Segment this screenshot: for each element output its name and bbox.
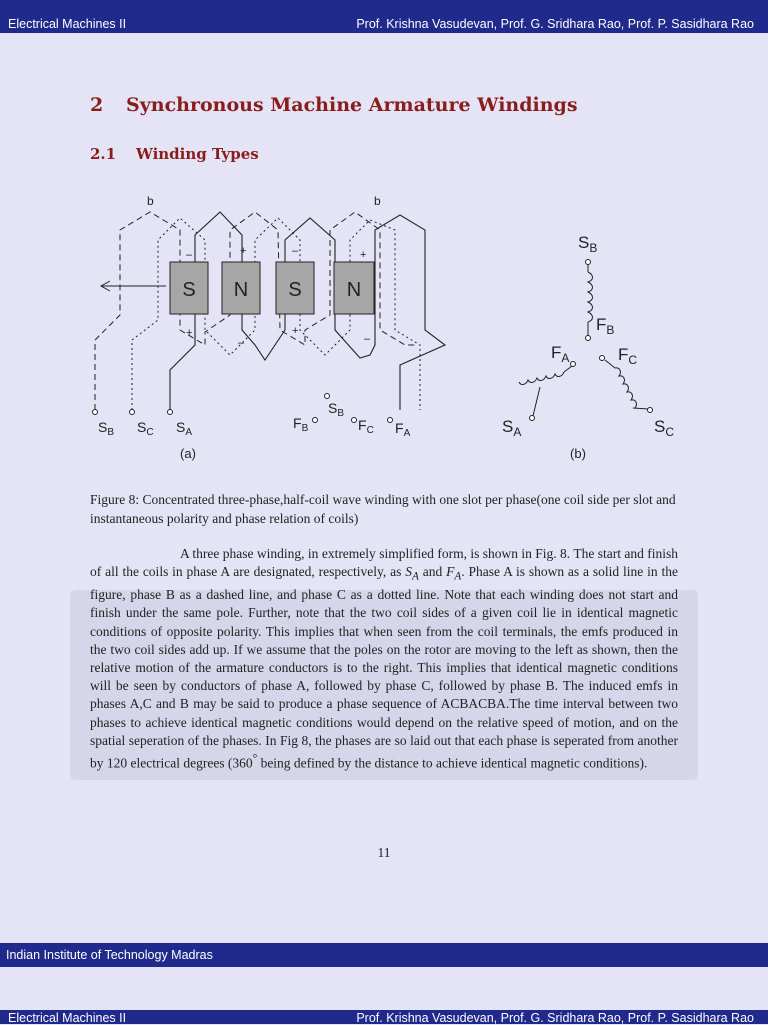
- footer-institute: Indian Institute of Technology Madras: [6, 948, 213, 962]
- paragraph-part-2: and: [418, 564, 447, 580]
- terminal-sa: $S_A$: [176, 419, 193, 438]
- symbol-sa: $S_A$: [405, 564, 419, 583]
- star-terminal-sa: $S_A$: [502, 417, 522, 439]
- pole-label-4: N: [346, 279, 362, 301]
- paragraph-part-4: being defined by the distance to achieve identical magnetic conditions).: [257, 755, 648, 771]
- bottom-header-bar: [0, 1010, 768, 1024]
- polarity-mark-2: +: [240, 245, 247, 257]
- star-coils: [519, 264, 648, 416]
- polarity-mark-8: –: [364, 333, 371, 345]
- terminal-fa: $F_A$: [395, 420, 411, 439]
- paragraph-part-1: A three phase winding, in extremely simplified form, is shown in Fig. 8. The start and finish of all the coils in phase A are designated, respectively, as: [90, 546, 678, 580]
- pole-label-1: S: [182, 279, 196, 301]
- terminal-sc: $S_C$: [137, 419, 154, 438]
- panel-b-label: (b): [570, 446, 586, 461]
- footer-bar: [0, 943, 768, 967]
- section-number: 2: [90, 94, 104, 116]
- header-course-title: Electrical Machines II: [8, 17, 127, 31]
- star-terminal-fb: $F_B$: [596, 315, 615, 337]
- pole-label-2: N: [233, 279, 249, 301]
- degree-symbol: °: [252, 752, 258, 765]
- panel-a-label: (a): [180, 446, 196, 461]
- terminal-sb-right: $S_B$: [328, 400, 345, 419]
- section-heading: [90, 94, 578, 116]
- top-label-b-left: b: [147, 194, 154, 208]
- star-diagram-b: [502, 233, 674, 461]
- polarity-mark-6: –: [238, 337, 245, 349]
- star-terminal-sc: $S_C$: [654, 417, 675, 439]
- star-terminal-fa: $F_A$: [551, 343, 570, 365]
- symbol-fa: $F_A$: [446, 564, 462, 583]
- paragraph-part-3: . Phase A is shown as a solid line in the figure, phase B as a dashed line, and phase C as a dotted line. Note that each winding does not start and finish under the same pole. Further, note that the two coil sides of a given coil lie in identical magnetic conditions of opposite polarity. This implies that when seen from the coil terminals, the emfs produced in the two coil sides add up. If we assume that the poles on the rotor are moving to the left as shown, then the relative motion of the armature conductors is to the right. This implies that identical magnetic conditions will be seen by conductors of phase A, followed by phase C, followed by phase B. The induced emfs in phases A,C and B may be said to produce a phase sequence of ACBACBA.The time interval between two phases to achieve identical magnetic conditions would depend on the relative speed of motion, and on the spatial seperation of the phases. In Fig 8, the phases are so laid out that each phase is seperated from another by 120 electrical degrees (360: [90, 564, 678, 771]
- polarity-mark-1: –: [186, 249, 193, 261]
- winding-figure: [70, 180, 710, 470]
- motion-arrow: [101, 281, 166, 291]
- body-paragraph: [90, 545, 678, 773]
- rotor-poles: [170, 262, 374, 314]
- polarity-mark-7: +: [292, 325, 299, 337]
- star-terminal-fc: $F_C$: [618, 345, 638, 367]
- subsection-heading: [90, 145, 259, 163]
- top-header-bar: [0, 0, 768, 33]
- bottom-authors: Prof. Krishna Vasudevan, Prof. G. Sridhara Rao, Prof. P. Sasidhara Rao: [356, 1011, 754, 1025]
- header-authors: Prof. Krishna Vasudevan, Prof. G. Sridhara Rao, Prof. P. Sasidhara Rao: [356, 17, 754, 31]
- pole-label-3: S: [288, 279, 302, 301]
- subsection-number: 2.1: [90, 145, 117, 163]
- top-label-b-right: b: [374, 194, 381, 208]
- winding-diagram-a: [93, 194, 446, 461]
- polarity-mark-3: –: [292, 245, 299, 257]
- section-title: Synchronous Machine Armature Windings: [126, 94, 578, 116]
- terminal-fc: $F_C$: [358, 417, 374, 436]
- terminal-fb: $F_B$: [293, 415, 309, 434]
- polarity-mark-4: +: [360, 249, 367, 261]
- star-terminal-sb: $S_B$: [578, 233, 598, 255]
- polarity-mark-5: +: [186, 327, 193, 339]
- bottom-course-title: Electrical Machines II: [8, 1011, 127, 1025]
- subsection-title: Winding Types: [136, 145, 259, 163]
- figure-caption: Figure 8: Concentrated three-phase,half-coil wave winding with one slot per phase(one coil side per slot and instantaneous polarity and phase relation of coils): [90, 492, 676, 526]
- page-number: 11: [377, 845, 391, 860]
- terminal-sb: $S_B$: [98, 419, 115, 438]
